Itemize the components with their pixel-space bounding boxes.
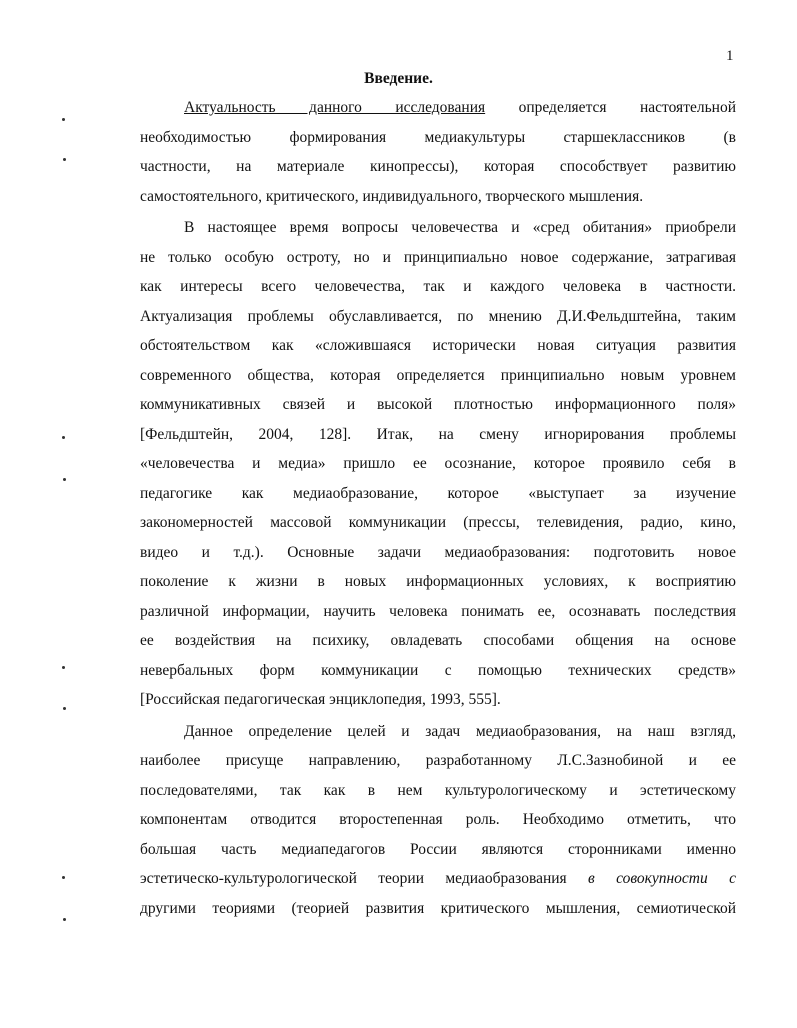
scan-speck — [63, 158, 66, 161]
scan-speck — [63, 918, 66, 921]
text-line: самостоятельного, критического, индивидуального, творческого мышления. — [140, 187, 644, 205]
text-line: другими теориями (теорией развития критического мышления, семиотической — [140, 899, 736, 917]
text-line: Данное определение целей и задач медиаобразования, на наш взгляд, — [184, 722, 736, 740]
text-line: современного общества, которая определяется принципиально новым уровнем — [140, 366, 736, 384]
scan-speck — [62, 436, 65, 439]
scan-speck — [62, 118, 65, 121]
text-line: поколение к жизни в новых информационных условиях, к восприятию — [140, 573, 736, 590]
italic-phrase: в совокупности с — [588, 870, 736, 887]
page-title: Введение. — [364, 70, 433, 87]
text-line: ее воздействия на психику, овладевать способами общения на основе — [140, 632, 736, 649]
text-line: [Фельдштейн, 2004, 128]. Итак, на смену игнорирования проблемы — [140, 425, 736, 443]
text-line: большая часть медиапедагогов России являются сторонниками именно — [140, 840, 736, 858]
paragraph-definition — [140, 717, 736, 924]
text-line: Актуальность данного исследования определяется настоятельной — [184, 99, 736, 116]
paragraph-context — [140, 213, 736, 715]
text-line: коммуникативных связей и высокой плотностью информационного поля» — [140, 396, 736, 413]
scan-speck — [63, 478, 66, 481]
scan-speck — [62, 666, 65, 669]
text-line: компонентам отводится второстепенная роль. Необходимо отметить, что — [140, 811, 736, 828]
text-line: необходимостью формирования медиакультуры старшеклассников (в — [140, 128, 736, 146]
text-line: различной информации, научить человека понимать ее, осознавать последствия — [140, 602, 736, 620]
text-line: В настоящее время вопросы человечества и «сред обитания» приобрели — [184, 219, 736, 236]
text-line: последователями, так как в нем культурологическому и эстетическому — [140, 781, 736, 799]
text-line: «человечества и медиа» пришло ее осознание, которое проявило себя в — [140, 455, 736, 472]
text-line: [Российская педагогическая энциклопедия, 1993, 555]. — [140, 691, 501, 708]
text-line: эстетическо-культурологической теории медиаобразования в совокупности с — [140, 870, 736, 887]
paragraph-relevance — [140, 93, 736, 211]
scan-speck — [62, 876, 65, 879]
text-line: обстоятельством как «сложившаяся исторически новая ситуация развития — [140, 337, 736, 354]
body-text — [140, 93, 736, 923]
underlined-phrase: Актуальность данного исследования — [184, 99, 486, 116]
text-line: частности, на материале кинопрессы), которая способствует развитию — [140, 158, 736, 175]
scan-speck — [63, 707, 66, 710]
text-line: Актуализация проблемы обуславливается, по мнению Д.И.Фельдштейна, таким — [140, 307, 736, 325]
text-line: закономерностей массовой коммуникации (прессы, телевидения, радио, кино, — [140, 514, 736, 531]
text-line: педагогике как медиаобразование, которое «выступает за изучение — [140, 484, 736, 502]
text-line: не только особую остроту, но и принципиально новое содержание, затрагивая — [140, 248, 736, 266]
text-line: видео и т.д.). Основные задачи медиаобразования: подготовить новое — [140, 543, 736, 561]
text-line: невербальных форм коммуникации с помощью технических средств» — [140, 661, 736, 679]
page-number: 1 — [726, 48, 734, 64]
text-line: как интересы всего человечества, так и каждого человека в частности. — [140, 278, 736, 295]
text-line: наиболее присуще направлению, разработанному Л.С.Зазнобиной и ее — [140, 752, 736, 769]
